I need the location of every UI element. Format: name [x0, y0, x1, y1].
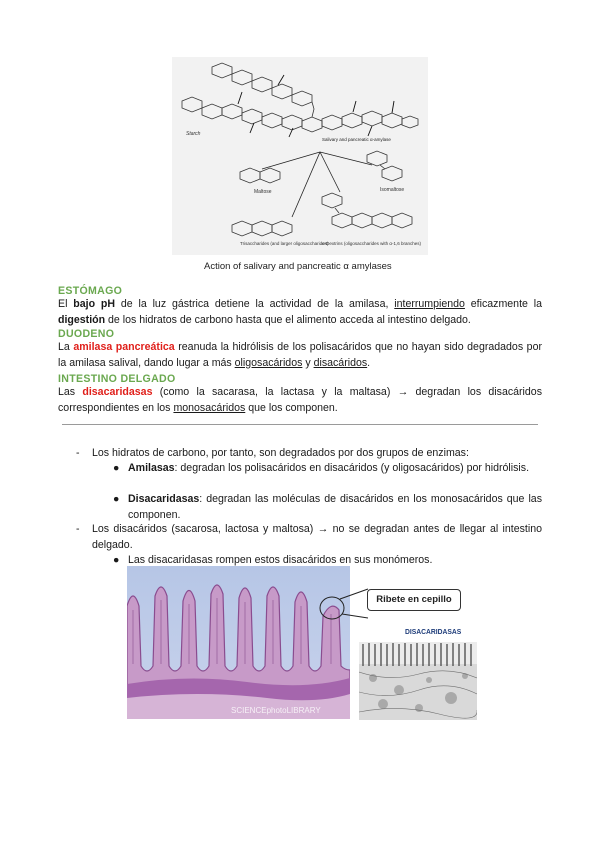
dextrin-molecule — [322, 193, 412, 228]
starch-chain — [182, 63, 418, 132]
heading-intestino: INTESTINO DELGADO — [58, 373, 176, 385]
text: y — [302, 356, 314, 369]
underlined-term: monosacáridos — [173, 401, 246, 414]
maltose-label: Maltose — [254, 189, 272, 195]
underlined-term: oligosacáridos — [234, 356, 303, 369]
dextrins-label: α-Dextrins (oligosaccharides with α-1,6 branches) — [322, 241, 421, 246]
list-subitem: Las disacaridasas rompen estos disacáridos en sus monómeros. — [128, 554, 433, 566]
bullet-dot: ● — [113, 462, 120, 474]
text: : degradan las moléculas de disacáridos en los monosacáridos que las componen. — [128, 493, 542, 521]
text: eficazmente la — [464, 298, 542, 310]
trisaccharides-text: Trisaccharides (and larger oligosaccharides) — [240, 241, 329, 246]
dash-marker: - — [76, 523, 80, 535]
brush-border-svg — [359, 642, 477, 720]
list-item: Los disacáridos (sacarosa, lactosa y maltosa) → no se degradan antes de llegar al intestino delgado. — [92, 523, 542, 551]
bold-term: Disacaridasas — [128, 493, 200, 505]
enzyme-label: Salivary and pancreatic α-amylase — [322, 137, 391, 142]
text: : degradan los polisacáridos en disacáridos (y oligosacáridos) por hidrólisis. — [174, 462, 530, 474]
maltose-molecule — [240, 168, 280, 183]
highlighted-term: amilasa pancreática — [73, 341, 175, 353]
paragraph-estomago — [58, 297, 542, 328]
bullet-dot: ● — [113, 554, 120, 566]
callout-box — [367, 589, 461, 611]
intestinal-villi-micrograph — [127, 566, 350, 719]
paragraph-intestino — [58, 385, 542, 416]
text: de la luz gástrica detiene la actividad de la amilasa, — [115, 298, 395, 310]
text: El — [58, 298, 74, 310]
text: . — [367, 356, 371, 369]
divider — [62, 424, 538, 425]
heading-duodeno: DUODENO — [58, 328, 115, 340]
text: La — [58, 341, 74, 353]
list-item: Los hidratos de carbono, por tanto, son degradados por dos grupos de enzimas: — [92, 447, 469, 459]
bold-term: bajo pH — [73, 298, 116, 310]
callout-label: Ribete en cepillo — [376, 594, 452, 605]
trisaccharide-molecule — [232, 221, 292, 236]
cleavage-arrows — [238, 75, 394, 137]
underlined-term: interrumpiendo — [394, 298, 465, 310]
underlined-term: disacáridos — [313, 356, 368, 369]
isomaltose-molecule — [367, 151, 402, 181]
trisaccharides-label — [240, 241, 329, 246]
heading-estomago: ESTÓMAGO — [58, 285, 123, 297]
text: de los hidratos de carbono hasta que el alimento acceda al intestino delgado. — [105, 313, 471, 326]
bold-term: Amilasas — [128, 462, 175, 474]
text: reanuda la hidrólisis de los polisacáridos que no hayan sido degradados por la amilasa salival, dando lugar a más — [58, 341, 542, 369]
micrograph-svg — [127, 566, 350, 719]
watermark: SCIENCEphotoLIBRARY — [231, 706, 321, 715]
disacaridasas-label: DISACARIDASAS — [405, 627, 462, 636]
amylase-diagram-svg — [172, 57, 428, 279]
list-subitem — [128, 492, 542, 523]
amylase-diagram — [172, 57, 428, 279]
text: (como la sacarasa, la lactasa y la maltasa) → degradan los disacáridos correspondientes en los — [58, 386, 542, 414]
text: que los componen. — [245, 401, 338, 414]
highlighted-term: disacaridasas — [82, 386, 153, 398]
list-subitem — [128, 461, 542, 477]
isomaltose-label: Isomaltose — [380, 187, 405, 193]
brush-border-micrograph — [359, 642, 477, 720]
product-arrows — [262, 152, 372, 217]
starch-label: Starch — [186, 131, 201, 137]
dash-marker: - — [76, 447, 80, 459]
bold-term: digestión — [58, 313, 106, 326]
paragraph-duodeno — [58, 340, 542, 371]
figure-caption: Action of salivary and pancreatic α amylases — [204, 261, 392, 272]
text: Las — [58, 386, 83, 398]
bullet-dot: ● — [113, 493, 120, 505]
